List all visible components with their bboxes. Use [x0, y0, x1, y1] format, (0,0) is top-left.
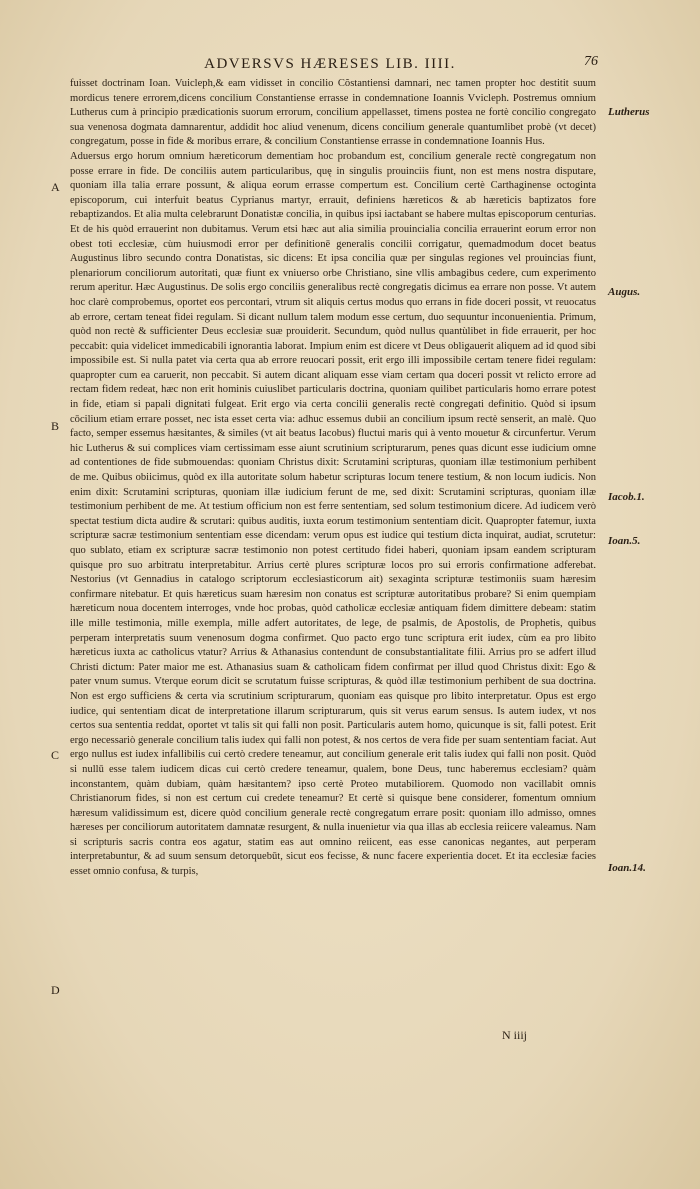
- folio-number: 76: [584, 54, 598, 69]
- marginal-note-ioan-14: Ioan.14.: [608, 862, 646, 874]
- marginal-note-ioan-5: Ioan.5.: [608, 535, 641, 547]
- marginal-note-iacob: Iacob.1.: [608, 491, 645, 503]
- running-title: ADVERSVS HÆRESES LIB. IIII.: [204, 56, 456, 72]
- section-letter-d: D: [51, 983, 60, 997]
- signature-mark: N iiij: [502, 1028, 528, 1042]
- paragraph-2: Aduersus ergo horum omnium hæreticorum dementiam hoc probandum est, concilium generale rectè congregatum non posse errare in fide. De conciliis autem particularibus, quę in singulis prouinciis fiunt, non est mens nostra disputare, quoniam illa talia errare possunt, & aliqua eorum errasse compertum est. Concilium certè Carthaginense octoginta episcoporum, cui interfuit beatus Cyprianus martyr, errauit, definiens hæreticos & ab hæreticis baptizatos fore rebaptizandos. Et alia multa celebrarunt Donatistæ concilia, in quibus ipsi iactabant se habere multas episcoporum centurias. Et de his quòd errauerint non dubitamus. Verum etsi hæc aut alia similia prouincialia concilia errauerint eorum error non obest toti ecclesiæ, cùm huiusmodi error per definitionē generalis concilii corrigatur, quemadmodum docet beatus Augustinus libro secundo contra Donatistas, sic dicens: Et ipsa concilia quæ per singulas regiones vel prouincias fiunt, plenariorum conciliorum autoritati, quæ fiunt ex vniuerso orbe Christiano, sine vllis ambagibus cedere, cum experimento rerum aperitur. Hæc Augustinus. De solis ergo conciliis generalibus rectè congregatis dicimus ea errare non posse. Vt autem hoc clarè comprobemus, oportet eos percontari, vtrum sit aliquis certus modus quo errans in fide doceri possit, vt reuocatus ab errore, certam teneat fidei regulam. Si dicant nullum talem modum esse certum, duo sequuntur inconuenientia. Primum, quòd non rectè & sufficienter Deus ecclesiæ suæ prouiderit. Secundum, quòd nullus quantùlibet in fide errauerit, per hoc peccabit: quia videlicet immedicabili ignorantia laborat. Impium enim est dicere vt Deus obligauerit aliquem ad id quod sibi impossibile est. Si nulla patet via certa qua ab errore reuocari possit, erit ergo illi impossibile certam tenere fidei regulam: quapropter cum ea caruerit, non peccabit. Si autem dicant aliquam esse viam certam qua doceri possit vt relicto errore ad rectam fidem redeat, hæc non erit hominis cuiuslibet particularis doctrina, quoniam quilibet particularis homo errare potest in fide, etiam si papali dignitati fulgeat. Erit ergo via certa concilii generalis rectè congregati definitio. Quòd si ipsum cōcilium etiam errare posset, nec ista esset certa via: adhuc essemus dubii an concilium ipsum rectè senserit, an malè. Quo facto, semper essemus hæsitantes, & similes (vt ait beatus Iacobus) fluctui maris qui à vento mouetur & circunfertur. Verum hic Lutherus & sui complices viam certissimam esse aiunt scrutinium scripturarum, penes quas dicunt esse iudicium omne ad contentiones de fide submouendas: quoniam Christus dixit: Scrutamini scripturas, quoniam illæ testimonium perhibent de me. Quibus obiicimus, quòd ex illa autoritate solum habetur scripturas locum tenere testium, & non locum iudicis. Non enim dixit: Scrutamini scripturas, quoniam illæ iudicium ferunt de me, sed dixit: Scrutamini scripturas, quoniam illæ testimonium perhibent de me. At testium officium non est ferre sententiam, sed solum testimonium dicere. Ad iudicem verò spectat testium dicta audire & scrutari: quibus auditis, iuxta eorum testimonium sententiam dicit. Quapropter fatemur, iuxta scripturæ sacræ testimonium sententiam esse dicendam: verum opus est iudice qui testium dicta inquirat, audiat, scrutetur: quo sublato, etiam ex scripturæ sacræ testimonio non potest certitudo fidei haberi, quoniam ipsam eandem scripturam quisque pro suo arbitratu interpretabitur. Arrius certè plures scripturæ locos pro sui erroris confirmatione adferebat. Nestorius (vt Gennadius in catalogo scriptorum ecclesiasticorum ait) sexaginta scripturæ testimoniis suam hæresim confirmare nitebatur. Et quis hæreticus suam hæresim non conatus est scripturæ autoritatibus probare? Si enim quempiam hæreticum noua docentem interroges, vnde hoc probas, quòd catholicæ ecclesiæ antiquam fidem dimittere debeam: statim ille mille testimonia, mille exempla, mille adfert autoritates, de lege, de psalmis, de Apostolis, de Prophetis, quibus perperam interpretatis suum venenosum dogma confirmet. Quo pacto ergo tunc scriptura erit iudex, cùm ea pro libito hæreticus iuxta ac catholicus vtatur? Arrius & Athanasius contendunt de consubstantialitate filii. Arrius pro se adfert illud Christi dictum: Pater maior me est. Athanasius suam & catholicam fidem confirmat per illud quod Christus dixit: Ego & pater vnum sumus. Vterque eorum dicit se scrutatum fuisse scripturas, & quòd illæ testimonium perhibent de sua doctrina. Non est ergo sufficiens & certa via scrutinium scripturarum, quoniam eas quisque pro libito interpretatur. Opus est ergo iudice, qui sententiam dicat de interpretatione illarum scripturarum, quis sit verus earum sensus. Is autem iudex, vt nos certos sua sententia reddat, oportet vt talis sit qui falli non posit. Particularis autem homo, quicunque is sit, falli potest. Erit ergo necessariò generale concilium talis iudex qui falli non potest, & nos certos de vera fide per suam sententiam faciat. Aut ergo nullus est iudex infallibilis cui certò credere teneamur, aut concilium generale erit talis iudex qui falli non posit. Quòd si nullū esse talem iudicem dicas cui certò credere teneamur, qualem, bone Deus, tunc haberemus ecclesiam? quàm inconstantem, quàm dubiam, quàm hæsitantem? ipso certè Proteo mutabiliorem. Quomodo non vacillabit omnis Christianorum fides, si non est certum cui credete teneamur? Et certè si quisque bene considerer, fomentum omnium hæresum validissimum est, dicere quòd concilium generale rectè congregatum errare posit: quoniam illo admisso, omnes hæreses per conciliorum autoritatem damnatæ resurgent, & nulla inuenietur via qua illas ab ecclesia reiicere valeamus. Nam si scripturis sacris contra eos agatur, statim eas aut omnino reiicent, eas esse canonicas negantes, aut perperam interpretabuntur, & ad suum sensum detorquebūt, sicut eos fecisse, & nunc facere experientia docet. Et ita ecclesiæ facies esset omnio confusa, & turpis,: [70, 150, 596, 878]
- marginal-note-lutherus: Lutherus: [608, 106, 650, 118]
- marginal-note-augustinus: Augus.: [608, 286, 641, 298]
- paragraph-1: fuisset doctrinam Ioan. Vuicleph,& eam vidisset in concilio Cõstantiensi damnari, nec tamen propter hoc destitit suum mordicus tenere errorem,dicens concilium Constantiense errasse in condemnatione Ioannis Vvicleph. Postremus omnium Lutherus cum à principio prædicationis suorum errorum, concilium appellasset, timens postea ne fortè concilio congregato sua venenosa dogmata damnarentur, addidit hoc aliud venenum, dicens concilium generale quantumlibet probè (vt decet) congregatum, posse in fide & moribus errare, & concilium Constantiense errasse in condemnatione Ioannis Hus.: [70, 78, 596, 148]
- section-letter-a: A: [51, 180, 60, 194]
- section-letter-b: B: [51, 419, 60, 433]
- main-text-block: [70, 77, 596, 880]
- section-letter-c: C: [51, 748, 60, 762]
